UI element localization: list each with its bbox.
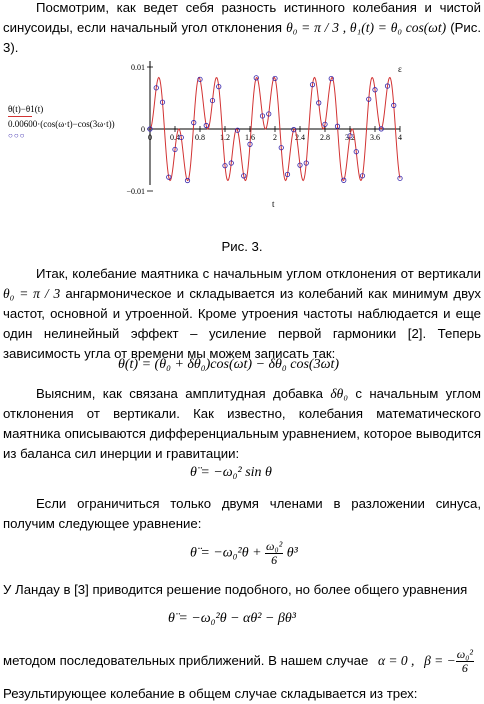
method-text: методом последовательных приближений. В нашем случае	[3, 652, 369, 668]
amplitude-text-1: Выясним, как связана амплитудная добавка	[36, 386, 324, 401]
equation-theta-t: θ(t) = (θ₀ + δθ₀)cos(ωt) − δθ₀ cos(3ωt)	[118, 357, 340, 372]
expansion-paragraph: Если ограничиться только двумя членами в разложении синуса, получим следующее уравнение:	[3, 496, 481, 531]
x-tick-label: 3.6	[370, 133, 380, 142]
amplitude-paragraph	[3, 384, 481, 464]
legend-marker-swatch: ○○○	[8, 131, 26, 140]
equation-expansion	[190, 540, 298, 567]
amplitude-text-2: с начальным углом отклонения от вертикали. Как известно, колебания математического маятника описываются дифференциальным уравнением, которое выводится из баланса сил инерции и гравитации:	[3, 386, 481, 461]
alpha-value: α = 0 ,	[377, 652, 415, 668]
x-tick-label: 0	[148, 133, 152, 142]
beta-num: ω₀²	[456, 647, 474, 661]
eq3-fraction	[265, 540, 283, 567]
x-tick-label: 2.4	[295, 133, 305, 142]
landau-paragraph: У Ландау в [3] приводится решение подобного, но более общего уравнения	[3, 582, 468, 597]
eq3-den: 6	[271, 553, 278, 567]
beta-den: 6	[461, 661, 468, 675]
intro-formula: θ₀ = π / 3 , θ₁(t) = θ₀ cos(ωt)	[286, 20, 447, 35]
beta-left: β = −	[424, 652, 456, 668]
method-paragraph	[3, 648, 481, 675]
harmonics-text-1: Итак, колебание маятника с начальным углом отклонения от вертикали	[36, 266, 481, 281]
eq3-right: θ³	[286, 545, 298, 561]
x-tick-label: 3.2	[345, 133, 355, 142]
difference-chart	[0, 50, 484, 250]
intro-text: Посмотрим, как ведет себя разность истинного колебания и чистой синусоиды, если начальный угол отклонения	[3, 0, 481, 35]
eq3-num: ω₀²	[266, 539, 283, 553]
y-tick-label: −0.01	[126, 187, 145, 196]
x-tick-label: 1.6	[245, 133, 255, 142]
legend-series-1: θ(t)−θ1(t)	[8, 104, 44, 114]
figure-caption: Рис. 3.	[221, 239, 263, 254]
x-tick-label: 0.4	[170, 133, 180, 142]
legend-series-2: 0.00600·(cos(ω·t)−cos(3ω·t))	[8, 119, 115, 129]
y-tick-label: 0.01	[131, 63, 145, 72]
chart-end-label: ε	[398, 64, 402, 74]
x-tick-label: 2.8	[320, 133, 330, 142]
x-tick-label: 0.8	[195, 133, 205, 142]
harmonics-text-2: ангармоническое и складывается из колебаний как минимум двух частот, основной и утроенной. Кроме утроения частоты наблюдается и еще один нелинейный эффект – усиление первой гармоники [2]. Теперь зависимость угла от времени мы можем записать так:	[3, 286, 482, 361]
x-tick-label: 2	[273, 133, 277, 142]
amplitude-formula: δθ₀	[330, 386, 349, 401]
x-tick-label: 4	[398, 133, 402, 142]
harmonics-paragraph	[3, 264, 481, 364]
x-tick-label: 1.2	[220, 133, 230, 142]
beta-fraction	[456, 648, 474, 675]
x-axis-label: t	[272, 199, 275, 209]
y-tick-label: 0	[141, 125, 145, 134]
equation-pendulum: θ̈ = −ω₀² sin θ	[190, 465, 272, 480]
result-paragraph: Результирующее колебание в общем случае складывается из трех:	[3, 686, 418, 701]
eq3-left: θ̈ = −ω₀²θ +	[190, 545, 262, 561]
intro-figure-ref: (Рис. 3).	[3, 20, 481, 55]
equation-landau: θ̈ = −ω₀²θ − αθ² − βθ³	[168, 611, 296, 626]
harmonics-formula: θ₀ = π / 3	[3, 286, 61, 301]
